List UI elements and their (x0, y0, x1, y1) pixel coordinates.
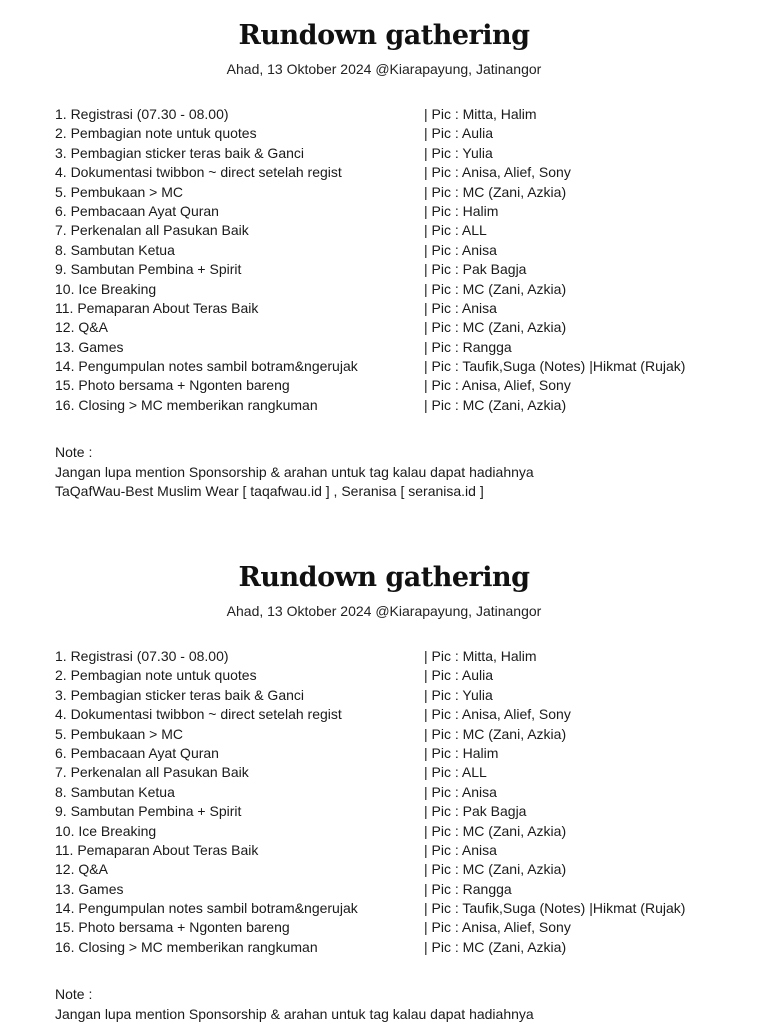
item-label: 6. Pembacaan Ayat Quran (55, 744, 219, 761)
item-pic: | Pic : Aulia (424, 125, 494, 142)
item-pic: | Pic : Anisa (424, 841, 497, 858)
list-item (55, 938, 755, 957)
item-label: 5. Pembukaan > MC (55, 183, 184, 200)
item-pic: | Pic : Anisa, Alief, Sony (424, 706, 571, 723)
list-item (55, 666, 755, 685)
item-pic: | Pic : Anisa (424, 241, 497, 258)
item-label: 11. Pemaparan About Teras Baik (55, 841, 259, 858)
list-item (55, 163, 755, 182)
item-pic: | Pic : MC (Zani, Azkia) (424, 280, 567, 297)
item-pic: | Pic : Halim (424, 202, 499, 219)
list-item (55, 357, 755, 376)
list-item (55, 783, 755, 802)
note-block (55, 443, 755, 502)
item-pic: | Pic : Anisa (424, 299, 497, 316)
item-pic: | Pic : MC (Zani, Azkia) (424, 319, 567, 336)
note-block (55, 985, 755, 1024)
item-label: 12. Q&A (55, 861, 108, 878)
list-item (55, 241, 755, 260)
list-item (55, 396, 755, 415)
item-label: 6. Pembacaan Ayat Quran (55, 202, 219, 219)
item-label: 10. Ice Breaking (55, 280, 157, 297)
page-title: Rundown gathering (238, 562, 530, 593)
item-pic: | Pic : Mitta, Halim (424, 106, 537, 122)
item-pic: | Pic : Halim (424, 744, 499, 761)
event-subtitle: Ahad, 13 Oktober 2024 @Kiarapayung, Jatinangor (226, 603, 542, 619)
list-item (55, 860, 755, 879)
item-label: 16. Closing > MC memberikan rangkuman (55, 938, 318, 955)
item-pic: | Pic : Yulia (424, 144, 493, 161)
item-pic: | Pic : Yulia (424, 686, 493, 703)
item-pic: | Pic : Mitta, Halim (424, 648, 537, 664)
item-label: 13. Games (55, 338, 124, 355)
item-pic: | Pic : Taufik,Suga (Notes) |Hikmat (Rujak) (424, 900, 686, 917)
list-item (55, 744, 755, 763)
list-item (55, 144, 755, 163)
item-pic: | Pic : MC (Zani, Azkia) (424, 938, 567, 955)
item-label: 7. Perkenalan all Pasukan Baik (55, 764, 249, 781)
item-pic: | Pic : Anisa, Alief, Sony (424, 919, 571, 936)
item-pic: | Pic : ALL (424, 764, 487, 781)
note-label: Note : (55, 986, 93, 1002)
item-label: 7. Perkenalan all Pasukan Baik (55, 222, 249, 239)
list-item (55, 338, 755, 357)
item-label: 3. Pembagian sticker teras baik & Ganci (55, 686, 305, 703)
item-label: 11. Pemaparan About Teras Baik (55, 299, 259, 316)
item-label: 14. Pengumpulan notes sambil botram&ngerujak (55, 900, 358, 917)
item-pic: | Pic : MC (Zani, Azkia) (424, 861, 567, 878)
list-item (55, 647, 755, 666)
rundown-list (55, 647, 755, 957)
item-label: 9. Sambutan Pembina + Spirit (55, 803, 242, 820)
item-pic: | Pic : MC (Zani, Azkia) (424, 396, 567, 413)
item-label: 3. Pembagian sticker teras baik & Ganci (55, 144, 305, 161)
list-item (55, 918, 755, 937)
list-item (55, 202, 755, 221)
list-item (55, 318, 755, 337)
note-line-1: Jangan lupa mention Sponsorship & arahan untuk tag kalau dapat hadiahnya (55, 463, 534, 480)
item-pic: | Pic : Aulia (424, 667, 494, 684)
list-item (55, 880, 755, 899)
list-item (55, 725, 755, 744)
item-pic: | Pic : MC (Zani, Azkia) (424, 183, 567, 200)
item-label: 10. Ice Breaking (55, 822, 157, 839)
list-item (55, 841, 755, 860)
list-item (55, 802, 755, 821)
list-item (55, 763, 755, 782)
item-label: 4. Dokumentasi twibbon ~ direct setelah regist (55, 706, 342, 723)
item-label: 12. Q&A (55, 319, 108, 336)
list-item (55, 899, 755, 918)
item-label: 16. Closing > MC memberikan rangkuman (55, 396, 318, 413)
item-label: 1. Registrasi (07.30 - 08.00) (55, 106, 229, 122)
item-label: 8. Sambutan Ketua (55, 241, 175, 258)
list-item (55, 183, 755, 202)
item-pic: | Pic : Pak Bagja (424, 803, 527, 820)
item-label: 1. Registrasi (07.30 - 08.00) (55, 648, 229, 664)
item-label: 2. Pembagian note untuk quotes (55, 667, 257, 684)
item-pic: | Pic : Anisa, Alief, Sony (424, 164, 571, 181)
list-item (55, 705, 755, 724)
item-pic: | Pic : Anisa, Alief, Sony (424, 377, 571, 394)
note-line-1: Jangan lupa mention Sponsorship & arahan untuk tag kalau dapat hadiahnya (55, 1005, 534, 1022)
event-subtitle: Ahad, 13 Oktober 2024 @Kiarapayung, Jatinangor (226, 61, 542, 77)
item-pic: | Pic : Rangga (424, 338, 512, 355)
rundown-list (55, 105, 755, 415)
item-label: 9. Sambutan Pembina + Spirit (55, 261, 242, 278)
note-label: Note : (55, 444, 93, 460)
list-item (55, 124, 755, 143)
item-label: 4. Dokumentasi twibbon ~ direct setelah regist (55, 164, 342, 181)
item-pic: | Pic : MC (Zani, Azkia) (424, 725, 567, 742)
item-pic: | Pic : ALL (424, 222, 487, 239)
item-label: 2. Pembagian note untuk quotes (55, 125, 257, 142)
list-item (55, 221, 755, 240)
item-pic: | Pic : Rangga (424, 880, 512, 897)
list-item (55, 299, 755, 318)
item-label: 8. Sambutan Ketua (55, 783, 175, 800)
item-pic: | Pic : Pak Bagja (424, 261, 527, 278)
list-item (55, 686, 755, 705)
list-item (55, 280, 755, 299)
item-label: 13. Games (55, 880, 124, 897)
item-pic: | Pic : Anisa (424, 783, 497, 800)
item-label: 14. Pengumpulan notes sambil botram&ngerujak (55, 358, 358, 375)
page-title: Rundown gathering (238, 20, 530, 51)
note-line-2: TaQafWau-Best Muslim Wear [ taqafwau.id ] , Seranisa [ seranisa.id ] (55, 483, 484, 499)
list-item (55, 376, 755, 395)
list-item (55, 260, 755, 279)
item-label: 15. Photo bersama + Ngonten bareng (55, 377, 290, 394)
item-pic: | Pic : MC (Zani, Azkia) (424, 822, 567, 839)
list-item (55, 105, 755, 124)
list-item (55, 822, 755, 841)
item-label: 15. Photo bersama + Ngonten bareng (55, 919, 290, 936)
item-label: 5. Pembukaan > MC (55, 725, 184, 742)
item-pic: | Pic : Taufik,Suga (Notes) |Hikmat (Rujak) (424, 358, 686, 375)
